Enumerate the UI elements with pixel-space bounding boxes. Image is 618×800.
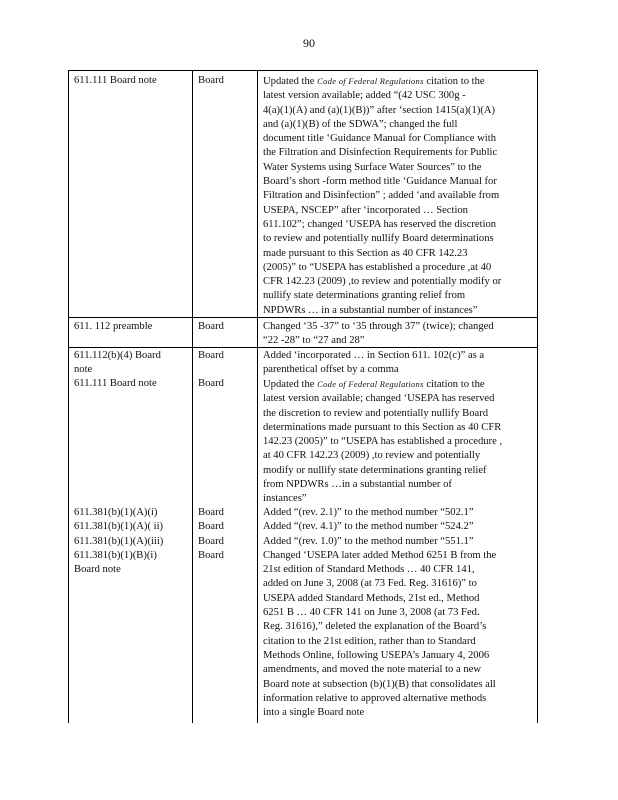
text-line: parenthetical offset by a comma (263, 364, 399, 376)
text-line: Water Systems using Surface Water Sources” to the (263, 161, 482, 173)
row-2-source (198, 320, 258, 334)
text-line: from NPDWRs …in a substantial number of (263, 479, 452, 491)
text-line: Filtration and Disinfection” ; added ‘and available from (263, 190, 500, 202)
text-line: Board (198, 321, 224, 332)
text-line: 611.102”; changed ‘USEPA has reserved the discretion (263, 218, 497, 230)
row-4-source (198, 377, 258, 391)
row-3-section (74, 349, 192, 378)
text-line: Board (198, 75, 224, 86)
text-line: determinations made pursuant to this Section as 40 CFR (263, 421, 502, 433)
text-line: 4(a)(1)(A) and (a)(1)(B))” after ‘section 1415(a)(1)(A) (263, 104, 496, 116)
text-line: Board (198, 549, 224, 561)
text-line: Methods Online, following USEPA’s January 4, 2006 (263, 649, 490, 661)
text-line: NPDWRs … in a substantial number of instances” (263, 304, 478, 316)
text-line: citation to the 21st edition, rather than to Standard (263, 635, 476, 647)
text-line: Updated the Code of Federal Regulations citation to the (263, 379, 485, 390)
row-divider (69, 317, 537, 318)
text-line: modify or nullify state determinations granting relief (263, 464, 487, 476)
text-line: Changed ‘35 -37” to ‘35 through 37” (twice); changed (263, 321, 494, 332)
text-line: Reg. 31616),” deleted the explanation of the Board’s (263, 621, 487, 633)
text-line: 142.23 (2005)” to “USEPA has established a procedure , (263, 436, 503, 448)
text-line: latest version available; added “(42 USC 300g - (263, 90, 466, 102)
row-5-section (74, 506, 192, 577)
row-divider (69, 347, 537, 348)
text-line: to review and potentially nullify Board determinations (263, 233, 494, 245)
text-line: Board note at subsection (b)(1)(B) that consolidates all (263, 678, 496, 690)
text-line: Added ‘incorporated … in Section 611. 102(c)” as a (263, 350, 485, 361)
text-line: and (a)(1)(B) of the SDWA”; changed the full (263, 118, 458, 130)
text-line: document title ‘Guidance Manual for Compliance with (263, 133, 496, 145)
text-line: 611.381(b)(1)(A)(i) (74, 507, 158, 518)
row-1-section (74, 74, 192, 88)
text-line: 611.112(b)(4) Board (74, 350, 161, 361)
text-line: Changed ‘USEPA later added Method 6251 B from the (263, 549, 497, 561)
row-1-change (263, 74, 531, 318)
text-line: 611. 112 preamble (74, 321, 153, 332)
text-line: 611.381(b)(1)(B)(i) (74, 549, 157, 561)
text-line: Updated the Code of Federal Regulations citation to the (263, 76, 485, 87)
text-line: 611.381(b)(1)(A)( ii) (74, 521, 164, 533)
text-line: note (74, 364, 93, 376)
text-line: made pursuant to this Section as 40 CFR 142.23 (263, 247, 468, 259)
text-line: Board’s short -form method title ‘Guidance Manual for (263, 176, 497, 188)
text-line: 21st edition of Standard Methods … 40 CFR 141, (263, 564, 475, 576)
row-4-change (263, 377, 531, 507)
text-line: the discretion to review and potentially nullify Board (263, 407, 489, 419)
text-line: USEPA, NSCEP” after ‘incorporated … Section (263, 204, 468, 216)
row-5-source (198, 506, 258, 563)
column-divider (192, 71, 193, 723)
text-line: added on June 3, 2008 (at 73 Fed. Reg. 31616)” to (263, 578, 477, 590)
row-3-change (263, 349, 531, 378)
row-5-change (263, 506, 531, 720)
changes-table (68, 70, 538, 723)
text-line: Board note (74, 564, 121, 576)
text-line: the Filtration and Disinfection Requirements for Public (263, 147, 498, 159)
text-line: 611.381(b)(1)(A)(iii) (74, 535, 164, 547)
row-2-change (263, 320, 531, 349)
text-line: amendments, and moved the note material to a new (263, 664, 481, 676)
text-line: nullify state determinations granting relief from (263, 290, 466, 302)
text-line: (2005)” to “USEPA has established a procedure ,at 40 (263, 261, 492, 273)
text-line: USEPA added Standard Methods, 21st ed., Method (263, 592, 480, 604)
text-line: instances” (263, 493, 307, 505)
text-line: “22 -28” to “27 and 28” (263, 335, 365, 347)
row-3-source (198, 349, 258, 363)
text-line: 611.111 Board note (74, 378, 157, 389)
row-4-section (74, 377, 192, 391)
row-1-source (198, 74, 258, 88)
text-line: CFR 142.23 (2009) ,to review and potentially modify or (263, 276, 502, 288)
text-line: 6251 B … 40 CFR 141 on June 3, 2008 (at 73 Fed. (263, 607, 480, 619)
text-line: 611.111 Board note (74, 75, 157, 86)
text-line: at 40 CFR 142.23 (2009) ,to review and potentially (263, 450, 481, 462)
page-number: 90 (303, 36, 315, 50)
text-line: Added “(rev. 2.1)” to the method number “502.1” (263, 507, 474, 518)
text-line: Board (198, 378, 224, 389)
text-line: into a single Board note (263, 707, 365, 719)
text-line: latest version available; changed ‘USEPA has reserved (263, 393, 495, 405)
text-line: Board (198, 507, 224, 518)
text-line: Added “(rev. 4.1)” to the method number “524.2” (263, 521, 474, 533)
text-line: Board (198, 521, 224, 533)
row-2-section (74, 320, 192, 334)
text-line: Board (198, 535, 224, 547)
column-divider (257, 71, 258, 723)
text-line: information relative to approved alternative methods (263, 692, 487, 704)
text-line: Added “(rev. 1.0)” to the method number “551.1” (263, 535, 474, 547)
text-line: Board (198, 350, 224, 361)
